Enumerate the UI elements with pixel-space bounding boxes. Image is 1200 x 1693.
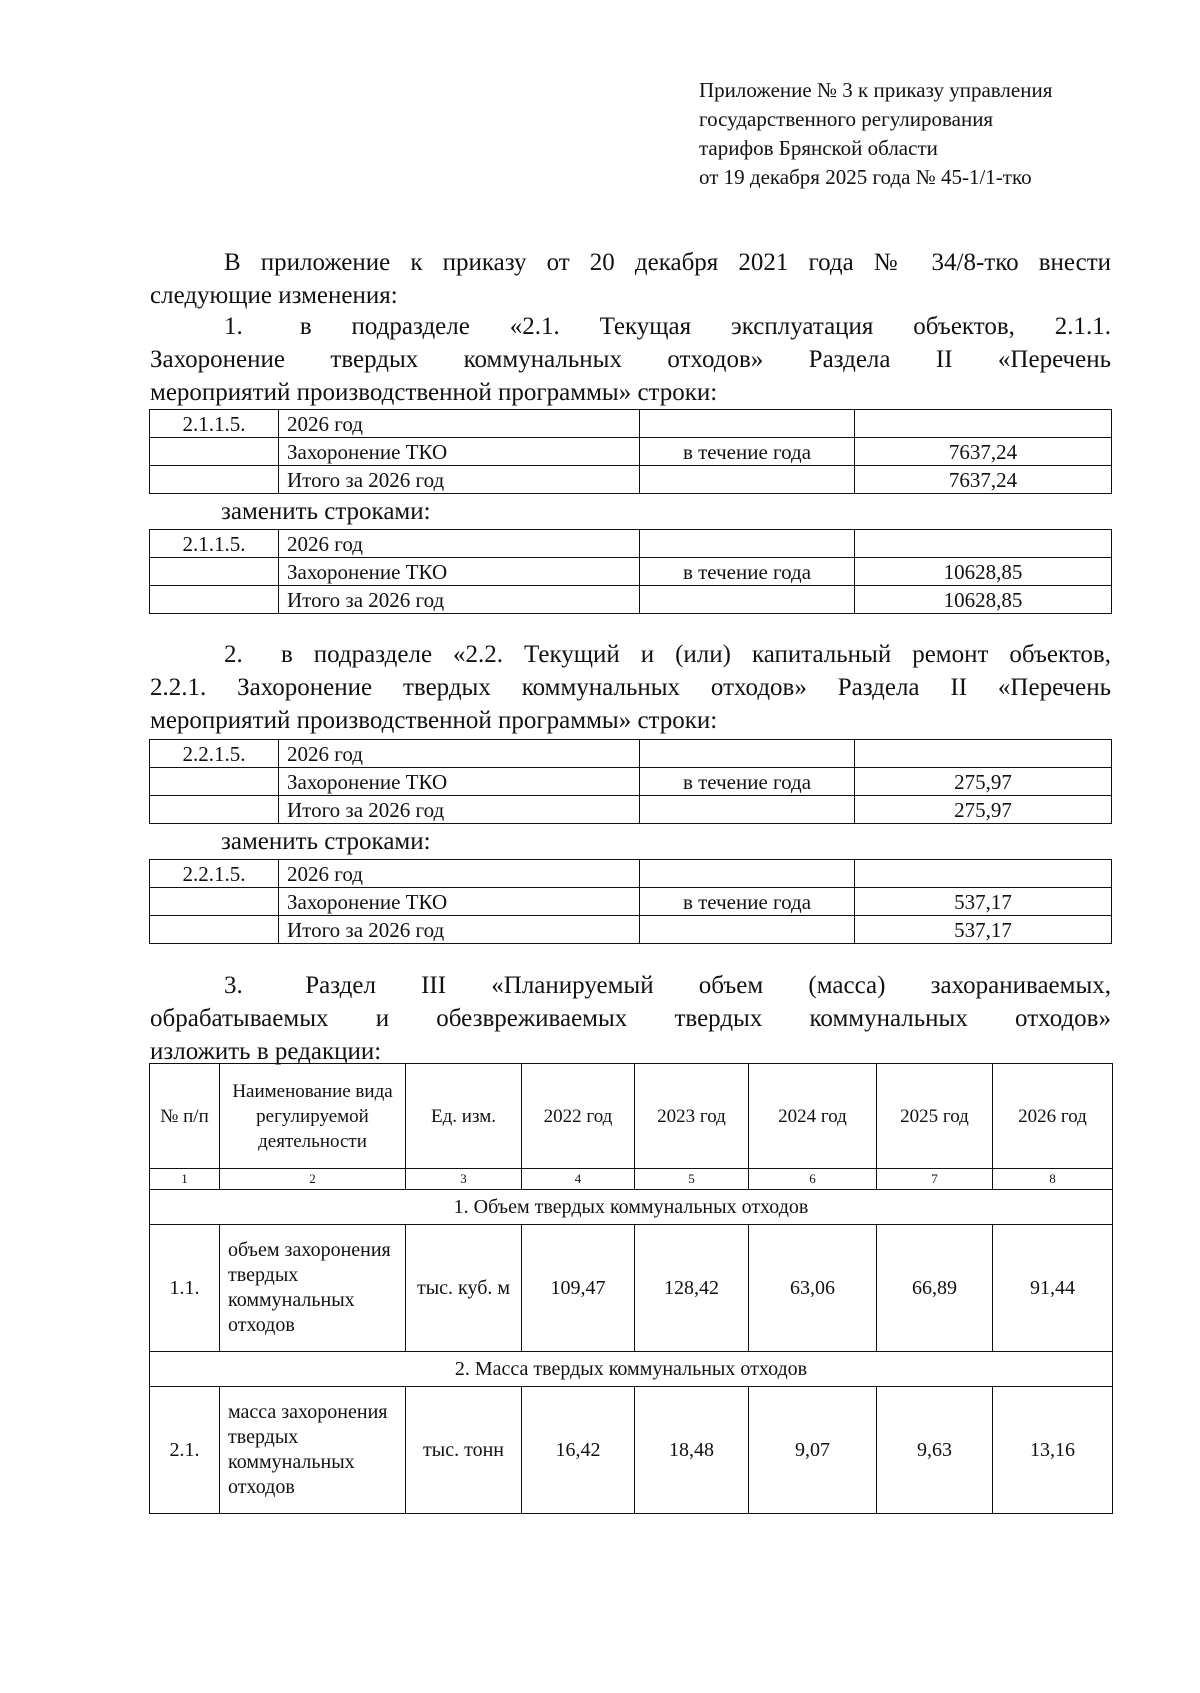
section-title: 2. Масса твердых коммунальных отходов [150,1352,1113,1387]
table-2-1-new [149,529,1112,614]
row-number-cell [150,438,279,466]
row-name-cell: Итого за 2026 год [279,466,640,494]
column-number: 6 [749,1169,877,1190]
column-number-row [150,1169,1113,1190]
column-header: Ед. изм. [406,1064,522,1169]
value-cell: 9,63 [877,1387,993,1514]
table-2-2-new [149,859,1112,944]
row-number-cell [150,466,279,494]
row-term-cell: в течение года [640,438,855,466]
row-term-cell [640,466,855,494]
column-number: 3 [406,1169,522,1190]
table-row [150,768,1112,796]
row-number-cell: 2.2.1.5. [150,860,279,888]
row-number-cell: 2.1. [150,1387,220,1514]
table-row [150,1225,1113,1352]
row-name-cell: Захоронение ТКО [279,888,640,916]
column-header: 2024 год [749,1064,877,1169]
row-value-cell: 537,17 [855,916,1112,944]
column-number: 7 [877,1169,993,1190]
row-value-cell: 7637,24 [855,438,1112,466]
row-name-cell: Захоронение ТКО [279,438,640,466]
value-cell: 128,42 [635,1225,749,1352]
row-name-cell: 2026 год [279,410,640,438]
table-row [150,438,1112,466]
item-1-paragraph [150,310,1111,409]
item-number: 1. [224,313,243,340]
section-title: 1. Объем твердых коммунальных отходов [150,1190,1113,1225]
section-row [150,1190,1113,1225]
row-number-cell: 1.1. [150,1225,220,1352]
item-text: Захоронение твердых коммунальных отходов» Раздела II «Перечень [150,346,1111,373]
column-number: 2 [220,1169,406,1190]
row-number-cell: 2.1.1.5. [150,530,279,558]
table-header-row [150,1064,1113,1169]
row-number-cell: 2.2.1.5. [150,740,279,768]
row-term-cell [640,410,855,438]
row-value-cell: 275,97 [855,796,1112,824]
item-text: в подразделе «2.2. Текущий и (или) капитальный ремонт объектов, [280,641,1111,668]
intro-line: В приложение к приказу от 20 декабря 2021 года № 34/8-тко внести [224,249,1111,276]
value-cell: 66,89 [877,1225,993,1352]
item-text: 2.2.1. Захоронение твердых коммунальных отходов» Раздела II «Перечень [150,674,1111,701]
row-name-cell: 2026 год [279,740,640,768]
row-name-cell: Итого за 2026 год [279,796,640,824]
replace-label: заменить строками: [221,498,431,525]
column-header: 2026 год [993,1064,1113,1169]
row-value-cell [855,860,1112,888]
column-header: 2023 год [635,1064,749,1169]
value-cell: 91,44 [993,1225,1113,1352]
table-row [150,888,1112,916]
row-number-cell [150,558,279,586]
table-row [150,466,1112,494]
column-header: № п/п [150,1064,220,1169]
row-value-cell: 537,17 [855,888,1112,916]
item-text: обрабатываемых и обезвреживаемых твердых коммунальных отходов» [150,1005,1111,1032]
row-name-cell: Захоронение ТКО [279,558,640,586]
row-name-cell: Итого за 2026 год [279,916,640,944]
header-line: государственного регулирования [699,107,994,131]
item-text: мероприятий производственной программы» строки: [150,707,718,734]
row-number-cell [150,768,279,796]
table-2-1-old [149,409,1112,494]
value-cell: 109,47 [522,1225,635,1352]
unit-cell: тыс. тонн [406,1387,522,1514]
header-line: тарифов Брянской области [699,136,938,160]
column-header: 2025 год [877,1064,993,1169]
value-cell: 13,16 [993,1387,1113,1514]
header-line: от 19 декабря 2025 года № 45-1/1-тко [699,165,1032,189]
row-term-cell: в течение года [640,888,855,916]
table-2-2-old [149,739,1112,824]
item-text: Раздел III «Планируемый объем (масса) захораниваемых, [305,972,1111,999]
item-number: 2. [224,641,243,668]
row-name-cell: масса захоронения твердых коммунальных отходов [220,1387,406,1514]
row-term-cell: в течение года [640,558,855,586]
table-row [150,586,1112,614]
row-term-cell [640,916,855,944]
column-header: Наименование вида регулируемой деятельности [220,1064,406,1169]
value-cell: 18,48 [635,1387,749,1514]
column-number: 1 [150,1169,220,1190]
row-name-cell: 2026 год [279,860,640,888]
table-row [150,558,1112,586]
row-number-cell [150,796,279,824]
row-name-cell: объем захоронения твердых коммунальных отходов [220,1225,406,1352]
row-term-cell [640,860,855,888]
planned-volume-table [149,1063,1113,1514]
row-term-cell [640,796,855,824]
row-term-cell [640,530,855,558]
item-2-paragraph [150,638,1111,737]
item-number: 3. [224,972,243,999]
item-text: в подразделе «2.1. Текущая эксплуатация объектов, 2.1.1. [299,313,1111,340]
table-row [150,530,1112,558]
row-number-cell [150,916,279,944]
row-term-cell [640,586,855,614]
row-name-cell: Итого за 2026 год [279,586,640,614]
row-value-cell [855,530,1112,558]
row-value-cell: 10628,85 [855,558,1112,586]
section-row [150,1352,1113,1387]
column-number: 4 [522,1169,635,1190]
column-number: 8 [993,1169,1113,1190]
value-cell: 63,06 [749,1225,877,1352]
document-header [699,76,1052,192]
unit-cell: тыс. куб. м [406,1225,522,1352]
row-value-cell [855,410,1112,438]
table-row [150,860,1112,888]
item-3-paragraph [150,969,1111,1068]
table-row [150,916,1112,944]
value-cell: 16,42 [522,1387,635,1514]
row-number-cell [150,586,279,614]
item-text: мероприятий производственной программы» строки: [150,379,718,406]
item-text: изложить в редакции: [150,1038,382,1065]
column-number: 5 [635,1169,749,1190]
table-row [150,410,1112,438]
intro-paragraph [150,246,1111,312]
row-number-cell: 2.1.1.5. [150,410,279,438]
intro-line: следующие изменения: [150,282,398,309]
value-cell: 9,07 [749,1387,877,1514]
row-name-cell: Захоронение ТКО [279,768,640,796]
table-row [150,796,1112,824]
row-value-cell: 7637,24 [855,466,1112,494]
table-row [150,1387,1113,1514]
row-term-cell: в течение года [640,768,855,796]
row-value-cell [855,740,1112,768]
header-line: Приложение № 3 к приказу управления [699,78,1053,102]
row-term-cell [640,740,855,768]
row-value-cell: 10628,85 [855,586,1112,614]
row-number-cell [150,888,279,916]
column-header: 2022 год [522,1064,635,1169]
replace-label: заменить строками: [221,828,431,855]
table-row [150,740,1112,768]
row-value-cell: 275,97 [855,768,1112,796]
row-name-cell: 2026 год [279,530,640,558]
